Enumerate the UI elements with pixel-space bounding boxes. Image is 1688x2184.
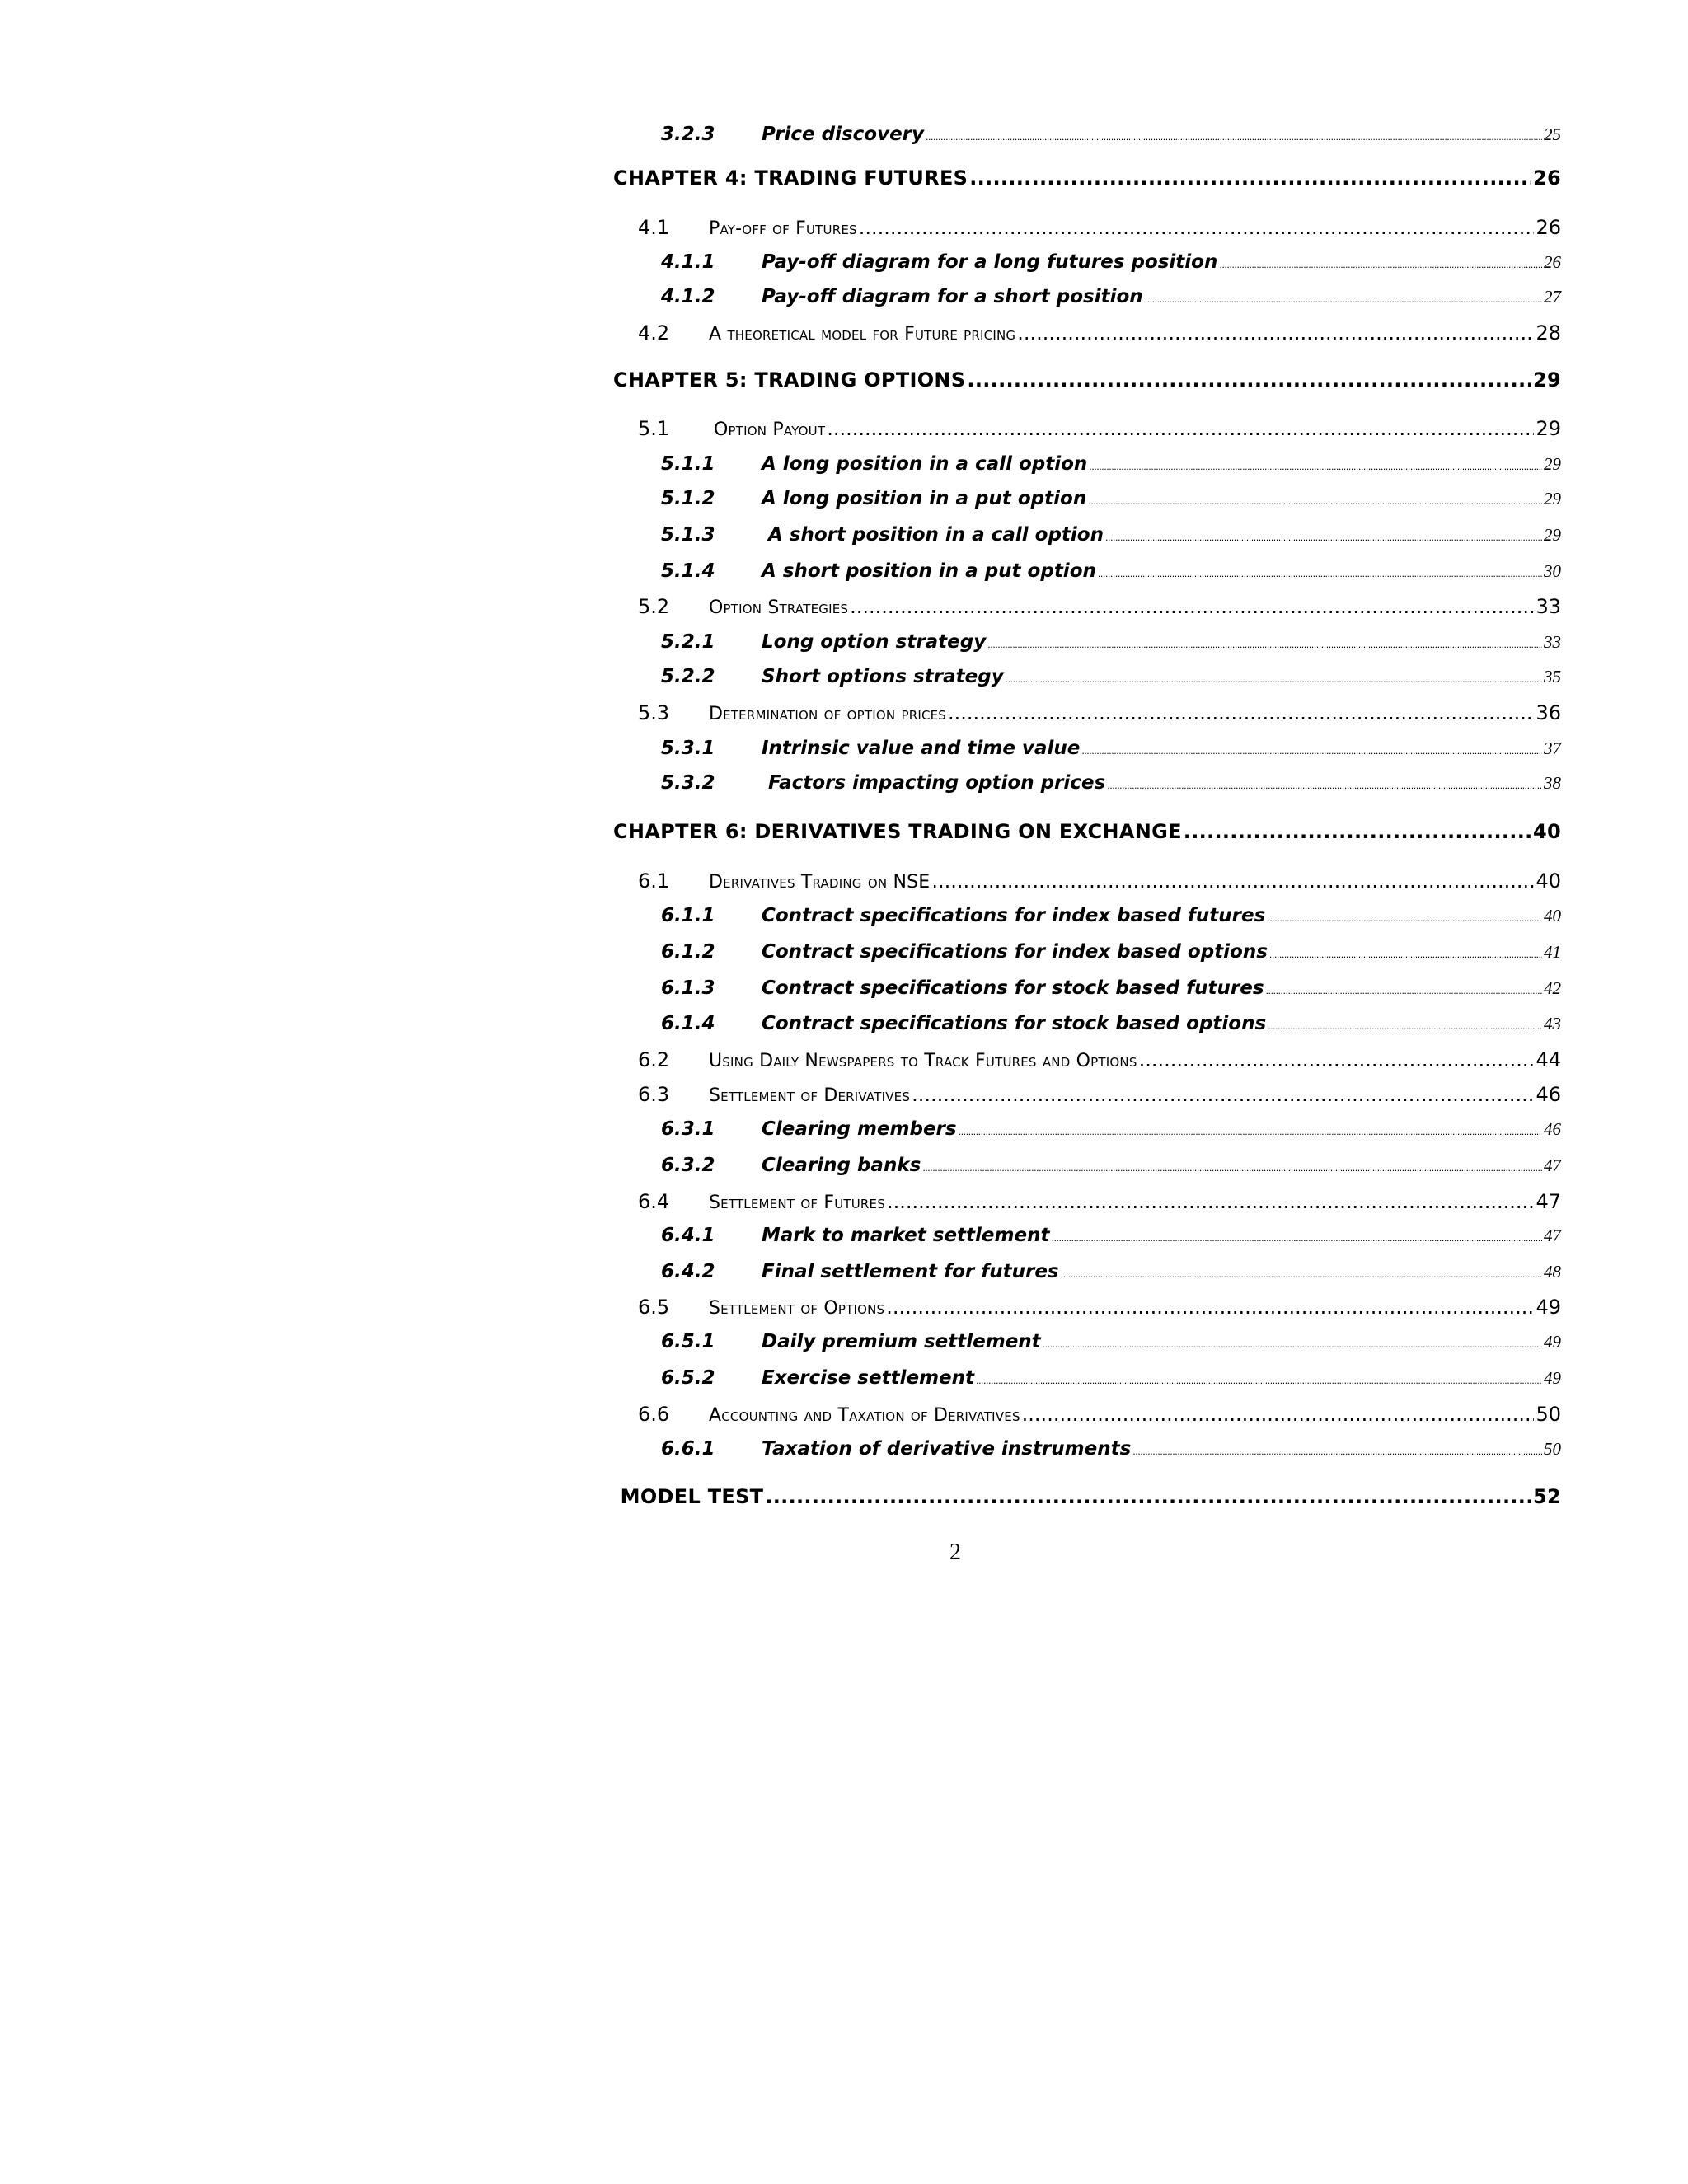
toc-entry-title: Intrinsic value and time value xyxy=(762,738,1081,759)
toc-entry-number: 3.2.3 xyxy=(661,124,715,145)
dot-leader xyxy=(1017,321,1534,344)
toc-entry-title: Long option strategy xyxy=(762,631,987,653)
toc-entry[interactable] xyxy=(613,488,1561,509)
toc-entry[interactable] xyxy=(613,905,1561,926)
toc-entry-title: Final settlement for futures xyxy=(762,1261,1059,1282)
toc-entry[interactable] xyxy=(613,1118,1561,1140)
toc-section-number: 4.1 xyxy=(638,216,670,239)
toc-section[interactable] xyxy=(613,701,1561,724)
toc-section-number: 5.2 xyxy=(638,595,670,618)
toc-section-number: 6.3 xyxy=(638,1083,670,1106)
toc-entry[interactable] xyxy=(613,560,1561,582)
dot-leader xyxy=(1043,1339,1542,1350)
toc-section-title: Accounting and Taxation of Derivatives xyxy=(709,1405,1020,1426)
dot-leader xyxy=(1269,949,1542,960)
toc-entry-number: 6.1.2 xyxy=(661,941,715,963)
toc-entry-page: 42 xyxy=(1544,978,1561,998)
toc-section-page: 33 xyxy=(1536,595,1561,618)
toc-entry-number: 5.2.2 xyxy=(661,666,715,687)
toc-entry-title: Clearing banks xyxy=(762,1155,921,1176)
toc-section[interactable] xyxy=(613,1048,1561,1071)
toc-section-number: 6.5 xyxy=(638,1296,670,1319)
toc-entry-number: 6.5.2 xyxy=(661,1367,715,1389)
toc-section-title: Using Daily Newspapers to Track Futures and Options xyxy=(709,1051,1137,1071)
toc-chapter-page: 29 xyxy=(1533,368,1561,391)
toc-entry-number: 4.1.2 xyxy=(661,286,715,307)
dot-leader xyxy=(987,640,1542,650)
toc-section-page: 28 xyxy=(1536,321,1561,344)
toc-chapter[interactable] xyxy=(613,368,1561,391)
dot-leader xyxy=(765,1485,1531,1508)
toc-section[interactable] xyxy=(613,595,1561,618)
dot-leader xyxy=(1139,1048,1535,1071)
toc-section-page: 40 xyxy=(1536,869,1561,893)
toc-entry-title: Contract specifications for index based options xyxy=(762,941,1268,963)
toc-entry-page: 47 xyxy=(1544,1155,1561,1175)
toc-section-title: Settlement of Futures xyxy=(709,1193,885,1213)
toc-entry-page: 49 xyxy=(1544,1332,1561,1352)
toc-entry-title: Pay-off diagram for a long futures position xyxy=(762,251,1218,273)
toc-entry-title: Price discovery xyxy=(762,124,925,145)
toc-section[interactable] xyxy=(613,417,1561,440)
toc-entry[interactable] xyxy=(613,251,1561,273)
toc-entry-title: Contract specifications for index based futures xyxy=(762,905,1266,926)
toc-entry[interactable] xyxy=(613,1225,1561,1246)
toc-entry-number: 6.1.1 xyxy=(661,905,715,926)
toc-section[interactable] xyxy=(613,1296,1561,1319)
toc-section-title: Determination of option prices xyxy=(709,704,947,724)
toc-entry-number: 5.3.2 xyxy=(661,772,715,794)
dot-leader xyxy=(1061,1269,1542,1280)
toc-entry[interactable] xyxy=(613,124,1561,145)
toc-entry-page: 33 xyxy=(1544,632,1561,652)
toc-section-title: Option Payout xyxy=(714,419,826,440)
toc-entry-page: 29 xyxy=(1544,454,1561,474)
toc-entry[interactable] xyxy=(613,524,1561,546)
dot-leader xyxy=(859,216,1535,239)
dot-leader xyxy=(1267,913,1542,924)
toc-entry-number: 6.4.1 xyxy=(661,1225,715,1246)
toc-entry-page: 49 xyxy=(1544,1368,1561,1388)
toc-entry-title: A long position in a put option xyxy=(762,488,1087,509)
dot-leader xyxy=(1089,462,1542,472)
toc-entry[interactable] xyxy=(613,1331,1561,1352)
toc-entry-number: 6.3.2 xyxy=(661,1155,715,1176)
toc-entry-page: 43 xyxy=(1544,1014,1561,1033)
dot-leader xyxy=(1022,1403,1535,1426)
toc-chapter-page: 52 xyxy=(1533,1485,1561,1508)
toc-entry[interactable] xyxy=(613,666,1561,687)
toc-entry-number: 5.1.3 xyxy=(661,524,715,546)
toc-section[interactable] xyxy=(613,216,1561,239)
dot-leader xyxy=(886,1296,1534,1319)
toc-entry-title: A long position in a call option xyxy=(762,453,1088,475)
dot-leader xyxy=(1105,532,1542,543)
toc-section-title: Option Strategies xyxy=(709,598,849,618)
toc-chapter-title: CHAPTER 5: TRADING OPTIONS xyxy=(613,368,966,391)
toc-section-title: Settlement of Options xyxy=(709,1298,885,1319)
toc-entry[interactable] xyxy=(613,738,1561,759)
toc-section-number: 4.2 xyxy=(638,321,670,344)
toc-entry-page: 29 xyxy=(1544,525,1561,545)
toc-entry-page: 25 xyxy=(1544,124,1561,144)
toc-entry-title: Contract specifications for stock based options xyxy=(762,1013,1267,1034)
toc-section-number: 6.2 xyxy=(638,1048,670,1071)
toc-entry-page: 38 xyxy=(1544,773,1561,793)
toc-entry-title: Clearing members xyxy=(762,1118,957,1140)
toc-entry-page: 26 xyxy=(1544,252,1561,272)
dot-leader xyxy=(1107,780,1542,791)
toc-entry-page: 27 xyxy=(1544,287,1561,307)
toc-entry-title: Contract specifications for stock based futures xyxy=(762,977,1264,999)
toc-section-page: 49 xyxy=(1536,1296,1561,1319)
toc-entry-number: 6.3.1 xyxy=(661,1118,715,1140)
dot-leader xyxy=(959,1127,1542,1137)
page-number: 2 xyxy=(950,1540,961,1565)
dot-leader xyxy=(1268,1021,1542,1032)
toc-entry-title: Factors impacting option prices xyxy=(768,772,1106,794)
toc-entry-number: 5.1.2 xyxy=(661,488,715,509)
toc-entry-title: Daily premium settlement xyxy=(762,1331,1041,1352)
toc-entry-page: 48 xyxy=(1544,1262,1561,1282)
toc-entry-title: Taxation of derivative instruments xyxy=(762,1438,1132,1460)
dot-leader xyxy=(948,701,1534,724)
toc-entry-title: A short position in a call option xyxy=(768,524,1104,546)
dot-leader xyxy=(850,595,1534,618)
toc-section-title: Settlement of Derivatives xyxy=(709,1085,911,1106)
toc-chapter-page: 26 xyxy=(1533,166,1561,190)
toc-section-number: 6.1 xyxy=(638,869,670,893)
toc-chapter-title: CHAPTER 6: DERIVATIVES TRADING ON EXCHANGE xyxy=(613,820,1182,843)
toc-entry-number: 5.1.1 xyxy=(661,453,715,475)
toc-chapter-title: CHAPTER 4: TRADING FUTURES xyxy=(613,166,968,190)
toc-section-number: 6.6 xyxy=(638,1403,670,1426)
toc-entry-title: Pay-off diagram for a short position xyxy=(762,286,1143,307)
toc-entry-number: 6.6.1 xyxy=(661,1438,715,1460)
dot-leader xyxy=(1184,820,1531,843)
toc-section-number: 5.1 xyxy=(638,417,670,440)
toc-section-page: 47 xyxy=(1536,1190,1561,1213)
toc-entry[interactable] xyxy=(613,977,1561,999)
toc-entry-title: Mark to market settlement xyxy=(762,1225,1050,1246)
dot-leader xyxy=(1132,1446,1542,1457)
toc-section-page: 46 xyxy=(1536,1083,1561,1106)
toc-entry-number: 6.1.4 xyxy=(661,1013,715,1034)
toc-entry-page: 37 xyxy=(1544,738,1561,758)
dot-leader xyxy=(931,869,1534,893)
toc-section-page: 29 xyxy=(1536,417,1561,440)
toc-entry[interactable] xyxy=(613,1261,1561,1282)
toc-entry-page: 41 xyxy=(1544,942,1561,962)
toc-chapter[interactable] xyxy=(613,1485,1561,1508)
dot-leader xyxy=(969,166,1531,190)
dot-leader xyxy=(922,1163,1542,1174)
toc-section-title: Derivatives Trading on NSE xyxy=(709,872,931,893)
dot-leader xyxy=(1006,674,1542,685)
toc-section[interactable] xyxy=(613,321,1561,344)
toc-entry-page: 50 xyxy=(1544,1439,1561,1459)
toc-entry-number: 6.5.1 xyxy=(661,1331,715,1352)
dot-leader xyxy=(1266,986,1542,996)
toc-section-page: 44 xyxy=(1536,1048,1561,1071)
toc-entry-number: 5.3.1 xyxy=(661,738,715,759)
dot-leader xyxy=(1098,569,1542,579)
toc-entry[interactable] xyxy=(613,772,1561,794)
toc-entry-page: 46 xyxy=(1544,1119,1561,1139)
dot-leader xyxy=(887,1190,1534,1213)
toc-entry-page: 29 xyxy=(1544,489,1561,509)
toc-entry[interactable] xyxy=(613,1367,1561,1389)
dot-leader xyxy=(912,1083,1534,1106)
dot-leader xyxy=(1051,1233,1542,1244)
toc-chapter[interactable] xyxy=(613,166,1561,190)
toc-entry[interactable] xyxy=(613,1438,1561,1460)
toc-entry-title: A short position in a put option xyxy=(762,560,1096,582)
toc-section-title: A theoretical model for Future pricing xyxy=(709,324,1016,344)
toc-entry[interactable] xyxy=(613,453,1561,475)
toc-entry[interactable] xyxy=(613,1013,1561,1034)
toc-entry-number: 5.1.4 xyxy=(661,560,715,582)
toc-section-page: 26 xyxy=(1536,216,1561,239)
toc-section-title: Pay-off of Futures xyxy=(709,218,857,239)
toc-entry[interactable] xyxy=(613,941,1561,963)
toc-entry-title: Exercise settlement xyxy=(762,1367,974,1389)
toc-section-page: 36 xyxy=(1536,701,1561,724)
dot-leader xyxy=(827,417,1534,440)
toc-section[interactable] xyxy=(613,1083,1561,1106)
toc-entry-page: 47 xyxy=(1544,1226,1561,1245)
toc-entry-page: 40 xyxy=(1544,906,1561,926)
dot-leader xyxy=(1088,496,1542,507)
toc-chapter-page: 40 xyxy=(1533,820,1561,843)
toc-section[interactable] xyxy=(613,869,1561,893)
toc-entry-number: 5.2.1 xyxy=(661,631,715,653)
toc-chapter[interactable] xyxy=(613,820,1561,843)
toc-entry-number: 6.4.2 xyxy=(661,1261,715,1282)
toc-entry-number: 4.1.1 xyxy=(661,251,715,273)
toc-entry[interactable] xyxy=(613,1155,1561,1176)
toc-chapter-title: MODEL TEST xyxy=(613,1485,764,1508)
toc-entry-page: 35 xyxy=(1544,667,1561,687)
dot-leader xyxy=(967,368,1531,391)
toc-entry-number: 6.1.3 xyxy=(661,977,715,999)
dot-leader xyxy=(926,132,1542,143)
dot-leader xyxy=(976,1376,1542,1386)
toc-section[interactable] xyxy=(613,1190,1561,1213)
toc-entry[interactable] xyxy=(613,286,1561,307)
toc-section-number: 6.4 xyxy=(638,1190,670,1213)
toc-entry-page: 30 xyxy=(1544,561,1561,581)
toc-entry[interactable] xyxy=(613,631,1561,653)
toc-section[interactable] xyxy=(613,1403,1561,1426)
dot-leader xyxy=(1081,746,1542,757)
dot-leader xyxy=(1145,294,1542,305)
toc-entry-title: Short options strategy xyxy=(762,666,1004,687)
toc-section-page: 50 xyxy=(1536,1403,1561,1426)
toc-section-number: 5.3 xyxy=(638,701,670,724)
dot-leader xyxy=(1219,260,1542,270)
